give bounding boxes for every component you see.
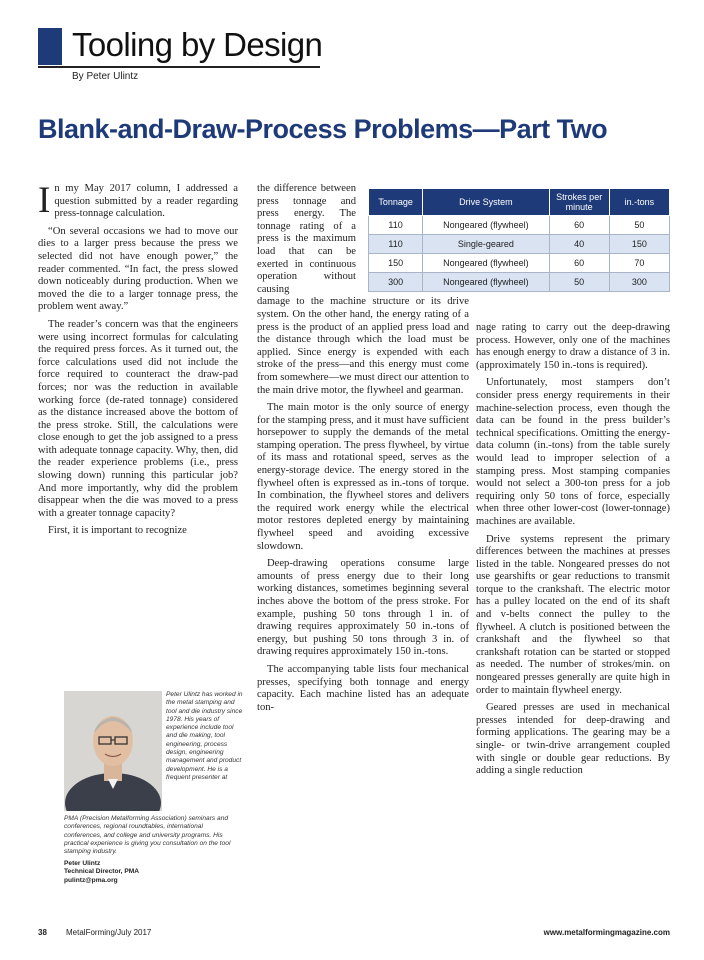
- section-title: Tooling by Design: [72, 26, 323, 63]
- table-cell: 150: [609, 235, 669, 254]
- table-row: [369, 235, 670, 254]
- table-cell: Single-geared: [423, 235, 549, 254]
- article-headline: Blank-and-Draw-Process Problems—Part Two: [38, 114, 608, 144]
- paragraph: Geared presses are used in mechanical presses intended for deep-drawing and forming applications. The gearing may be a single- or twin-drive arrangement coupled with single or double gear reductions. By adding a single reduction: [476, 702, 670, 777]
- author-bio-continued: PMA (Precision Metalforming Association) seminars and conferences, regional roundtables, international conferences, and college and university programs. His practical experience is giving you consultation on the tool stamping industry.: [64, 815, 231, 856]
- table-header-cell: Strokes per minute: [549, 189, 609, 216]
- section-marker-bar: [38, 28, 62, 65]
- table-cell: 60: [549, 254, 609, 273]
- paragraph: First, it is important to recognize: [48, 525, 187, 537]
- page-number: 38: [38, 928, 47, 937]
- paragraph: [38, 180, 238, 221]
- article-column-1: [38, 180, 238, 543]
- paragraph: The main motor is the only source of energy for the stamping press, and it must have sufficient horsepower to supply the demands of the metal stamping operation. The press flywheel, by virtue of its mass and rotational speed, serves as the energy-storage device. The energy stored in the flywheel often is expressed as in.-tons of torque. In combination, the flywheel stores and delivers the required work energy while the electrical motor restores depleted energy by maintaining flywheel speed and avoiding excessive slowdown.: [257, 402, 469, 552]
- table-cell: 300: [609, 273, 669, 292]
- paragraph: Deep-drawing operations consume large amounts of press energy due to their long working distances, sometimes beginning several inches above the bottom of the press stroke. For example, pushing 50 tons through 1 in. of drawing requires approximately 50 in.-tons of energy, but pushing 50 tons through 3 in. of drawing requires approximately 150 in.-tons.: [257, 558, 469, 658]
- table-cell: 300: [369, 273, 423, 292]
- press-specs-table: [368, 188, 670, 292]
- article-column-3: [476, 322, 670, 783]
- table-header-row: [369, 189, 670, 216]
- table-cell: 110: [369, 216, 423, 235]
- paragraph: Drive systems represent the primary differences between the machines at presses listed in the table. Nongeared presses do not use gearshifts or gear reductions to transmit torque to the crankshaft. The electric motor has a pulley located on the end of its shaft and v-belts connect the pulley to the flywheel. A clutch is positioned between the crankshaft and the flywheel so that crankshaft rotation can be started or stopped as needed. The number of strokes/min. on nongeared presses generally are quite high in order to maintain flywheel energy.: [476, 533, 670, 696]
- paragraph: The accompanying table lists four mechanical presses, specifying both tonnage and energy capacity. Each machine listed has an adequate ton-: [257, 663, 469, 713]
- table-row: [369, 254, 670, 273]
- paragraph: damage to the machine structure or its drive system. On the other hand, the energy rating of a press is the product of an applied press load and the distance through which the load must be applied. Since energy is expended with each stroke of the press—and this energy must come from somewhere—we must direct our attention to the main drive motor, the flywheel and gearman.: [257, 296, 469, 396]
- paragraph-text: n my May 2017 column, I addressed a question submitted by a reader regarding press-tonnage calculation.: [54, 183, 238, 220]
- paragraph: The reader’s concern was that the engineers were using incorrect formulas for calculating the required press forces. As it turned out, the force calculations used did not include the force required to counteract the draw-pad forces; nor was the reduction in available working force (de-rated tonnage) considered as the distance increased above the bottom of the press stroke. Still, the calculations were close enough to get the job assigned to a press with adequate tonnage capacity. Why, then, did the reader experience problems (i.e., press slowing down) running this particular job? And more importantly, why did the problem disappear when the die was moved to a press with a greater tonnage capacity?: [38, 318, 238, 519]
- table-cell: 50: [609, 216, 669, 235]
- table-cell: Nongeared (flywheel): [423, 254, 549, 273]
- paragraph: “On several occasions we had to move our dies to a larger press because the press we selected did not have enough power,” the reader commented. “In fact, the press slowed down noticeably during production. When we moved the die to a larger tonnage press, the problem went away.”: [38, 225, 238, 313]
- table-cell: 40: [549, 235, 609, 254]
- paragraph: Unfortunately, most stampers don’t consider press energy requirements in their machine-selection process, even though the data can be found in the press builder’s technical specifications. Omitting the energy-data column (in.-tons) from the table surely would lead to improper selection of a stamping press. Most stamping companies would not select a 300-ton press for a job requiring only 50 tons of force, especially when three other lower-cost (lower-tonnage) machines are available.: [476, 377, 670, 527]
- author-photo: [64, 691, 162, 811]
- publication-issue: MetalForming/July 2017: [66, 928, 152, 937]
- author-name: Peter Ulintz: [64, 860, 101, 867]
- paragraph: the difference between press tonnage and press energy. The tonnage rating of a press is the maximum load that can be exerted in continuous operation without causing: [257, 183, 356, 295]
- table-header-cell: Drive System: [423, 189, 549, 216]
- paragraph: nage rating to carry out the deep-drawing process. However, only one of the machines has enough energy to draw a distance of 3 in. (approximately 150 in.-tons is required).: [476, 322, 670, 371]
- table-cell: 70: [609, 254, 669, 273]
- author-bio-side: Peter Ulintz has worked in the metal stamping and tool and die industry since 1978. His years of experience include tool and die making, tool engineering, process design, engineering management and product development. He is a frequent presenter at: [166, 691, 243, 781]
- table-cell: Nongeared (flywheel): [423, 216, 549, 235]
- drop-cap: I: [38, 180, 51, 221]
- author-role: Technical Director, PMA: [64, 868, 139, 876]
- author-email: pulintz@pma.org: [64, 876, 118, 884]
- table-row: [369, 216, 670, 235]
- magazine-url: www.metalformingmagazine.com: [543, 928, 670, 937]
- table-cell: Nongeared (flywheel): [423, 273, 549, 292]
- table-cell: 60: [549, 216, 609, 235]
- header-rule: [38, 66, 320, 68]
- table-cell: 50: [549, 273, 609, 292]
- table-cell: 110: [369, 235, 423, 254]
- byline: By Peter Ulintz: [72, 71, 139, 82]
- table-header-cell: Tonnage: [369, 189, 423, 216]
- table-header-cell: in.-tons: [609, 189, 669, 216]
- author-signature-block: [64, 860, 242, 885]
- table-row: [369, 273, 670, 292]
- table-cell: 150: [369, 254, 423, 273]
- author-portrait-icon: [64, 691, 162, 811]
